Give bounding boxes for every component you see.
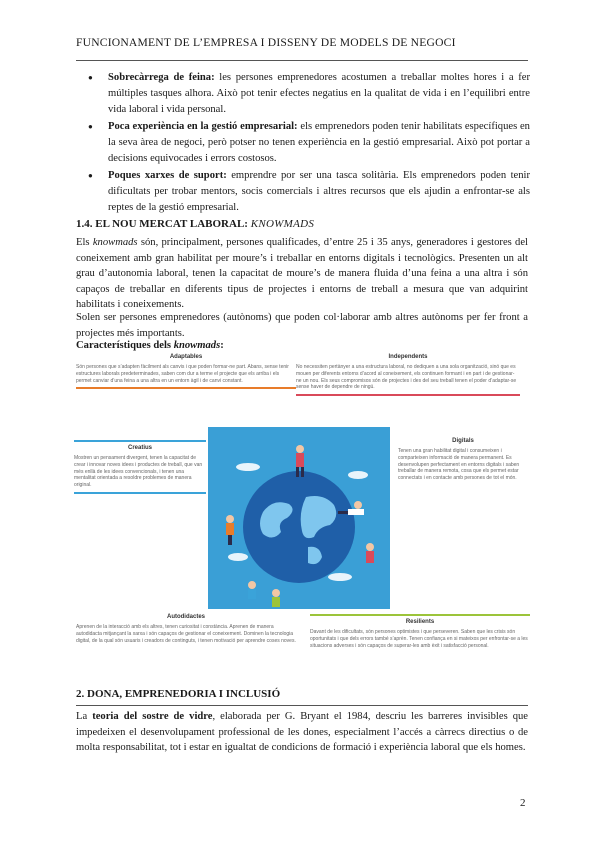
bullet-term: Sobrecàrrega de feina: xyxy=(108,72,215,83)
card-text: Mostren un pensament divergent, tenen la capacitat de crear i innovar noves idees i productes de treball, que van més enllà de les idees convencionals, i tenen una mentalitat orientada a resoldre problemes de manera original. xyxy=(74,455,203,489)
card-title: Creatius xyxy=(127,445,152,451)
bullet-text: les persones emprenedores acostumen a treballar moltes hores i a fer múltiples tasques alhora. Això pot tenir efectes negatius en la qualitat de vida i en l’equilibri entre vida laboral i vida personal. xyxy=(108,72,530,115)
label-colon: : xyxy=(220,340,224,351)
bullet-text: emprendre por ser una tasca solitària. Els emprenedors poden tenir dificultats per trobar mentors, socis comercials i altres recursos que els ajudin a enfrontar-se als reptes de la gestió empresarial. xyxy=(108,170,531,213)
cloud xyxy=(236,463,260,471)
header-divider xyxy=(76,60,528,61)
bullet-term: Poca experiència en la gestió empresarial: xyxy=(108,121,298,132)
bullet-term: Poques xarxes de suport: xyxy=(108,170,227,181)
card-independents xyxy=(296,354,520,396)
card-title: Autodidactes xyxy=(166,614,205,620)
glass-ceiling-paragraph xyxy=(76,709,528,756)
card-title: Independents xyxy=(388,354,428,360)
section-heading-knowmads xyxy=(76,218,314,230)
list-item xyxy=(84,168,530,216)
knowmads-paragraph-2: Solen ser persones emprenedores (autònoms) que poden col·laborar amb altres autònoms per fer front a projectes més importants. xyxy=(76,312,528,339)
list-item xyxy=(84,119,530,167)
card-title: Adaptables xyxy=(169,354,203,360)
label-italic: knowmads xyxy=(173,340,221,351)
para-text: Els xyxy=(76,237,93,248)
card-text: Tenen una gran habilitat digital i consumeixen i comparteixen informació de manera permanent. Es desenvolupen perfectament en entorns digitals i saben treballar de manera remota, cosa que els permet estar connectats i en contacte amb persones de tot el món. xyxy=(398,448,520,482)
heading-text: 1.4. EL NOU MERCAT LABORAL: xyxy=(76,218,251,230)
card-autodidactes xyxy=(76,614,296,644)
page-number: 2 xyxy=(520,797,526,809)
para-text: són, principalment, persones qualificades, d’entre 25 i 35 anys, generadores i gestores del coneixement amb gran habilitat per moure’s i treballar en entorns digitals i tecnològics. Presenten un alt grau d’autonomia laboral, tenen la capacitat de moure’s de manera fluida d’una feina a una altra i són capaços de treballar en diferents tipus de projectes i entorns de treball a mesura que van adquirint habilitats i coneixements. xyxy=(76,237,529,311)
card-resilients xyxy=(310,614,530,649)
section-heading-dona: 2. DONA, EMPRENEDORIA I INCLUSIÓ xyxy=(76,688,281,700)
page-header-title: FUNCIONAMENT DE L’EMPRESA I DISSENY DE MODELS DE NEGOCI xyxy=(76,36,456,49)
person-figure xyxy=(272,589,280,607)
globe-illustration xyxy=(208,427,390,609)
person-figure xyxy=(366,543,374,563)
para-italic: knowmads xyxy=(92,237,138,248)
cloud xyxy=(228,553,248,561)
card-title: Digitals xyxy=(452,438,474,444)
planet xyxy=(243,471,355,583)
card-accent-bar xyxy=(310,614,530,616)
cloud xyxy=(348,471,368,479)
card-title: Resilients xyxy=(405,619,435,625)
para-text: , elaborada per G. Bryant el 1984, descriu les barreres invisibles que impedeixen el desenvolupament professional de les dones, especialment l’accés a càrrecs directius o de molta responsabilitat, tot i estar en igualtat de condicions de formació i experiència laboral que els homes. xyxy=(76,711,529,754)
knowmads-infographic xyxy=(60,352,540,682)
section-divider xyxy=(76,705,528,706)
card-text: Són persones que s’adapten fàcilment als canvis i que poden formar-ne part. Abans, sense tenir estructures laborals predeterminades, saben com dur a terme el projecte que els arriba i els permet canviar d’una feina a una altra en un entorn àgil i de canvi constant. xyxy=(76,364,289,384)
knowmads-paragraph xyxy=(76,235,528,313)
card-text: Aprenen de la interacció amb els altres, tenen curiositat i constància. Aprenen de manera autodidacta mitjançant la xarxa i són capaços de gestionar el coneixement. Dominen la tecnologia digital, de la qual són usuaris i creadors de continguts, i tenen motivació per aprendre coses noves. xyxy=(76,624,296,644)
bullet-text: els emprenedors poden tenir habilitats específiques en la seva àrea de negoci, però potser no tenen experiència en la gestió empresarial. Això pot portar a decisions equivocades i errors costosos. xyxy=(108,121,530,164)
heading-italic: KNOWMADS xyxy=(250,218,315,230)
card-text: Davant de les dificultats, són persones optimistes i que perseveren. Saben que les crisis són oportunitats i que dels errors també s’aprèn. Tenen confiança en si mateixos per enfrontar-se a les situacions adverses i són capaços de superar-les amb èxit i satisfacció personal. xyxy=(310,629,528,649)
person-figure xyxy=(248,581,256,599)
person-figure xyxy=(226,515,234,545)
list-item xyxy=(84,70,530,118)
card-adaptables xyxy=(76,354,296,389)
card-accent-bar xyxy=(74,492,206,494)
characteristics-label xyxy=(76,340,224,351)
card-accent-bar xyxy=(74,440,206,442)
label-text: Característiques dels xyxy=(76,340,174,351)
card-accent-bar xyxy=(296,394,520,396)
card-digitals xyxy=(398,438,528,482)
challenges-list xyxy=(84,70,530,217)
para-bold: teoria del sostre de vidre xyxy=(92,711,213,722)
card-creatius xyxy=(74,440,206,494)
card-accent-bar xyxy=(76,387,296,389)
para-text: La xyxy=(76,711,93,722)
card-text: No necessiten pertànyer a una estructura laboral, no dediquen a una sola organització, sinó que es mouen per diferents entorns d’acord al coneixement, els continuen formant i en part i de gestionar-ne un nou. Els seus compromisos són de projectes i des del seu treball tenen el poder d’adaptar-se sense haver de dependre de ningú. xyxy=(296,364,517,391)
globe-svg xyxy=(208,427,390,609)
cloud xyxy=(328,573,352,581)
